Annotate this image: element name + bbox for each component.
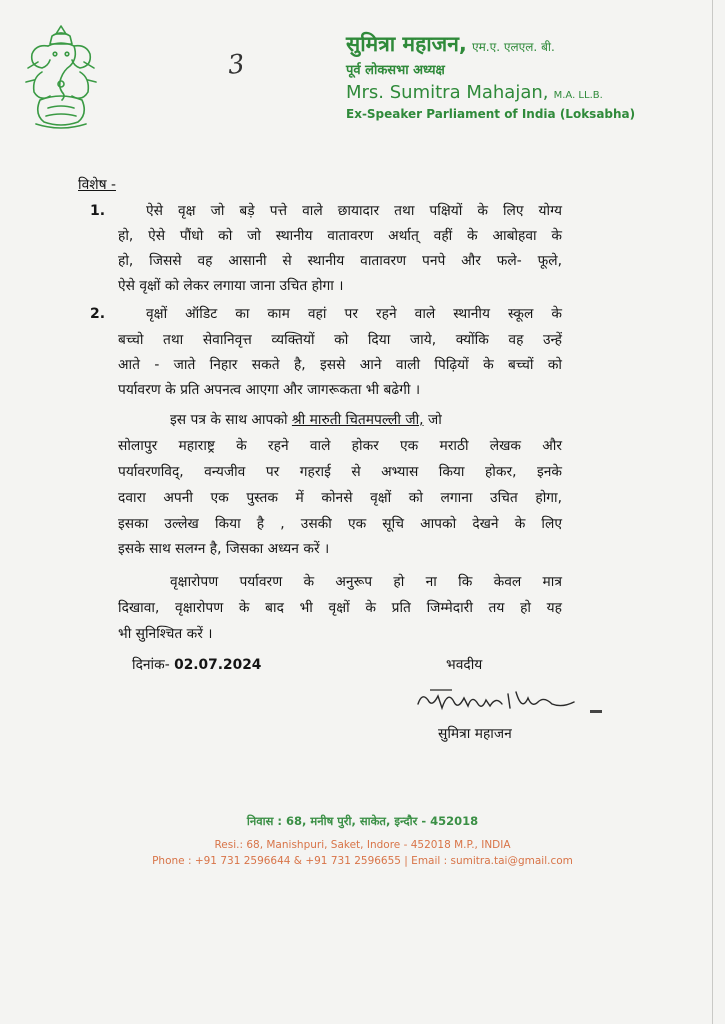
point-2-number: 2. — [90, 306, 106, 322]
handwritten-page-number: 3 — [226, 49, 247, 81]
person-name: श्री मारुती चितमपल्ली जी, — [291, 412, 424, 428]
point-2-line: आते - जाते निहार सकते है, इससे आने वाली पिढ़ियों के बच्चों को — [118, 357, 562, 373]
para-3-line: पर्यावरणविद्, वन्यजीव पर गहराई से अभ्यास किया होकर, इनके — [118, 464, 562, 480]
point-1-line: ऐसे वृक्षों को लेकर लगाया जाना उचित होगा । — [118, 278, 344, 294]
signature-mark — [590, 710, 602, 713]
ganesha-icon — [18, 22, 104, 132]
para-3-after: जो — [427, 412, 442, 428]
signature — [412, 686, 582, 716]
point-1-line: ऐसे वृक्ष जो बड़े पत्ते वाले छायादार तथा पक्षियों के लिए योग्य — [146, 203, 562, 219]
point-1-line: हो, ऐसे पौंधो को जो स्थानीय वातावरण अर्थात् वहीं के आबोहवा के — [118, 228, 562, 244]
para-3-line: सोलापुर महाराष्ट्र के रहने वाले होकर एक मराठी लेखक और — [118, 438, 562, 454]
point-1-number: 1. — [90, 203, 106, 219]
address-hindi: निवास : 68, मनीष पुरी, साकेत, इन्दौर - 452018 — [246, 814, 479, 828]
degree-english: M.A. LL.B. — [553, 90, 603, 101]
point-2-line: बच्चो तथा सेवानिवृत्त व्यक्तियों को दिया जाये, क्योंकि वह उन्हें — [118, 332, 562, 348]
title-hindi: पूर्व लोकसभा अध्यक्ष — [346, 63, 445, 78]
signature-name: सुमित्रा महाजन — [438, 726, 512, 742]
letterhead — [346, 30, 635, 121]
para-4-line: भी सुनिश्चित करें । — [118, 626, 213, 642]
point-2-line: वृक्षों ऑडिट का काम वहां पर रहने वाले स्थानीय स्कूल के — [146, 306, 562, 322]
para-4-line: दिखावा, वृक्षारोपण के बाद भी वृक्षों के प्रति जिम्मेदारी तय हो यह — [118, 600, 562, 616]
closing: भवदीय — [446, 657, 483, 673]
point-2-line: पर्यावरण के प्रति अपनत्व आएगा और जागरूकता भी बढेगी । — [118, 382, 421, 398]
contact-line: Phone : +91 731 2596644 & +91 731 2596655 | Email : sumitra.tai@gmail.com — [152, 855, 573, 867]
name-hindi: सुमित्रा महाजन, — [346, 32, 467, 56]
page-edge — [712, 0, 713, 1024]
date-line — [132, 657, 261, 674]
point-1-line: हो, जिससे वह आसानी से स्थानीय वातावरण पनपे और फले- फूले, — [118, 253, 562, 269]
para-3-line-1 — [170, 412, 442, 429]
title-english: Ex-Speaker Parliament of India (Loksabha) — [346, 107, 636, 121]
para-3-lead: इस पत्र के साथ आपको — [170, 412, 288, 428]
para-4-line: वृक्षारोपण पर्यावरण के अनुरूप हो ना कि केवल मात्र — [170, 574, 562, 590]
date-label: दिनांक- — [132, 657, 170, 673]
para-3-line: दवारा अपनी एक पुस्तक में कोनसे वृक्षों को लगाना उचित होगा, — [118, 490, 562, 506]
address-english: Resi.: 68, Manishpuri, Saket, Indore - 452018 M.P., INDIA — [214, 839, 511, 851]
name-english: Mrs. Sumitra Mahajan, — [346, 82, 549, 103]
heading-vishesh: विशेष - — [78, 177, 116, 193]
letter-footer — [0, 814, 725, 867]
para-3-line: इसका उल्लेख किया है , उसकी एक सूचि आपको देखने के लिए — [118, 516, 562, 532]
date-value: 02.07.2024 — [174, 657, 262, 673]
para-3-line: इसके साथ सलग्न है, जिसका अध्यन करें । — [118, 541, 330, 557]
degree-hindi: एम.ए. एलएल. बी. — [472, 40, 555, 54]
